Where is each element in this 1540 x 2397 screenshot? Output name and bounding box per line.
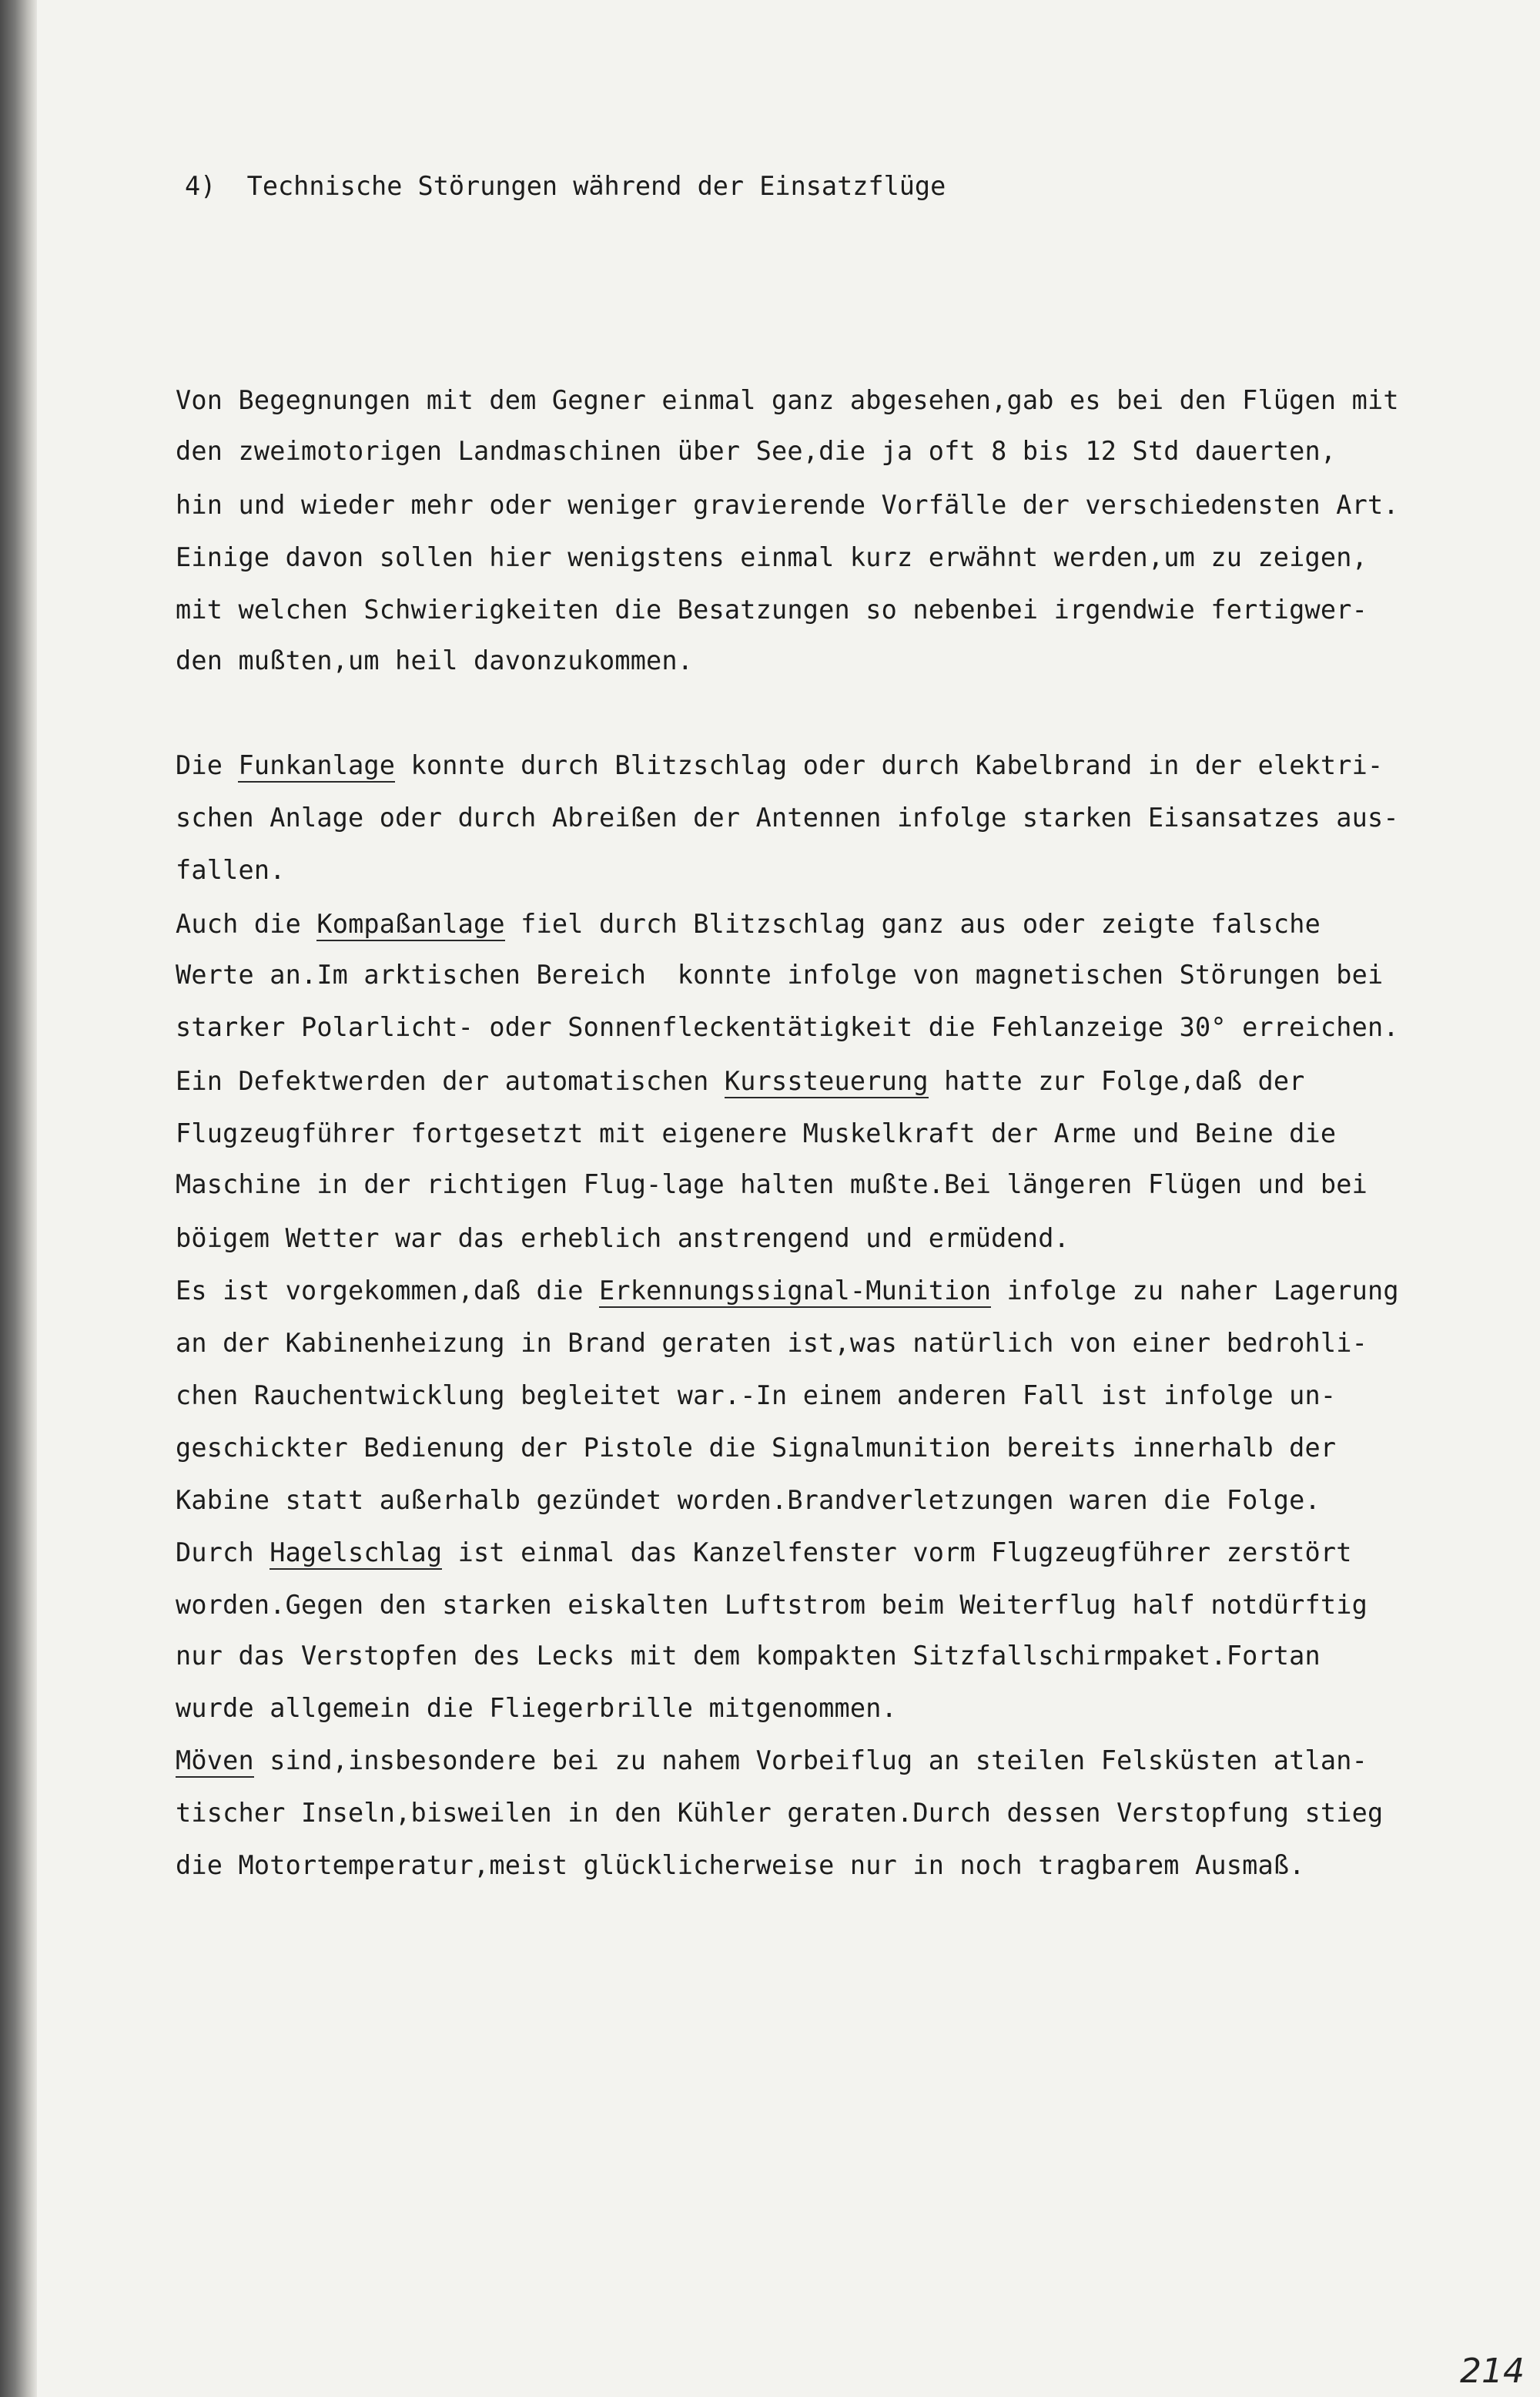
- text-span: Die: [176, 750, 239, 780]
- text-line: geschickter Bedienung der Pistole die Signalmunition bereits innerhalb der: [176, 1433, 1337, 1463]
- section-heading: 4) Technische Störungen während der Einsatzflüge: [185, 171, 946, 201]
- underlined-term-hagelschlag: Hagelschlag: [270, 1537, 442, 1570]
- binding-edge: [0, 0, 37, 2397]
- text-line: worden.Gegen den starken eiskalten Luftstrom beim Weiterflug half notdürftig: [176, 1590, 1368, 1620]
- text-line: Werte an.Im arktischen Bereich konnte infolge von magnetischen Störungen bei: [176, 960, 1384, 990]
- underlined-term-funkanlage: Funkanlage: [238, 750, 395, 783]
- text-line: fallen.: [176, 855, 286, 885]
- text-line: an der Kabinenheizung in Brand geraten ist,was natürlich von einer bedrohli-: [176, 1328, 1368, 1358]
- underlined-term-kurssteuerung: Kurssteuerung: [725, 1066, 929, 1098]
- text-line: Flugzeugführer fortgesetzt mit eigenere Muskelkraft der Arme und Beine die: [176, 1118, 1337, 1148]
- text-line: mit welchen Schwierigkeiten die Besatzungen so nebenbei irgendwie fertigwer-: [176, 595, 1368, 625]
- text-line: [176, 1537, 1352, 1567]
- text-line: nur das Verstopfen des Lecks mit dem kompakten Sitzfallschirmpaket.Fortan: [176, 1641, 1321, 1671]
- text-line: [176, 909, 1321, 939]
- text-line: tischer Inseln,bisweilen in den Kühler geraten.Durch dessen Verstopfung stieg: [176, 1798, 1384, 1828]
- text-line: [176, 1276, 1399, 1306]
- text-line: hin und wieder mehr oder weniger gravierende Vorfälle der verschiedensten Art.: [176, 490, 1399, 520]
- text-line: Einige davon sollen hier wenigstens einmal kurz erwähnt werden,um zu zeigen,: [176, 542, 1368, 572]
- underlined-term-moewen: Möven: [176, 1745, 254, 1778]
- text-line: Kabine statt außerhalb gezündet worden.Brandverletzungen waren die Folge.: [176, 1485, 1321, 1515]
- text-line: böigem Wetter war das erheblich anstrengend und ermüdend.: [176, 1223, 1070, 1253]
- text-line: den mußten,um heil davonzukommen.: [176, 645, 694, 676]
- text-line: den zweimotorigen Landmaschinen über See,die ja oft 8 bis 12 Std dauerten,: [176, 436, 1337, 466]
- text-line: [176, 750, 1383, 780]
- text-line: Maschine in der richtigen Flug-lage halten mußte.Bei längeren Flügen und bei: [176, 1169, 1368, 1199]
- text-span: ist einmal das Kanzelfenster vorm Flugzeugführer zerstört: [442, 1537, 1352, 1567]
- text-span: sind,insbesondere bei zu nahem Vorbeiflug an steilen Felsküsten atlan-: [253, 1745, 1368, 1775]
- text-line: Von Begegnungen mit dem Gegner einmal ganz abgesehen,gab es bei den Flügen mit: [176, 385, 1399, 415]
- text-span: konnte durch Blitzschlag oder durch Kabelbrand in der elektri-: [395, 750, 1384, 780]
- underlined-term-erkennungssignal: Erkennungssignal-Munition: [599, 1276, 991, 1308]
- text-span: Auch die: [176, 909, 317, 939]
- text-line: die Motortemperatur,meist glücklicherweise nur in noch tragbarem Ausmaß.: [176, 1850, 1305, 1880]
- text-line: wurde allgemein die Fliegerbrille mitgenommen.: [176, 1693, 897, 1723]
- page-number: 214: [1460, 2352, 1525, 2391]
- text-line: chen Rauchentwicklung begleitet war.-In einem anderen Fall ist infolge un-: [176, 1380, 1337, 1410]
- text-span: Ein Defektwerden der automatischen: [176, 1066, 725, 1096]
- text-span: Durch: [176, 1537, 270, 1567]
- text-line: [176, 1745, 1368, 1775]
- text-span: infolge zu naher Lagerung: [991, 1276, 1399, 1306]
- underlined-term-kompassanlage: Kompaßanlage: [316, 909, 504, 941]
- text-line: schen Anlage oder durch Abreißen der Antennen infolge starken Eisansatzes aus-: [176, 803, 1399, 833]
- text-span: hatte zur Folge,daß der: [928, 1066, 1305, 1096]
- text-line: starker Polarlicht- oder Sonnenfleckentätigkeit die Fehlanzeige 30° erreichen.: [176, 1012, 1399, 1042]
- text-span: Es ist vorgekommen,daß die: [176, 1276, 599, 1306]
- text-span: fiel durch Blitzschlag ganz aus oder zeigte falsche: [504, 909, 1321, 939]
- text-line: [176, 1066, 1305, 1096]
